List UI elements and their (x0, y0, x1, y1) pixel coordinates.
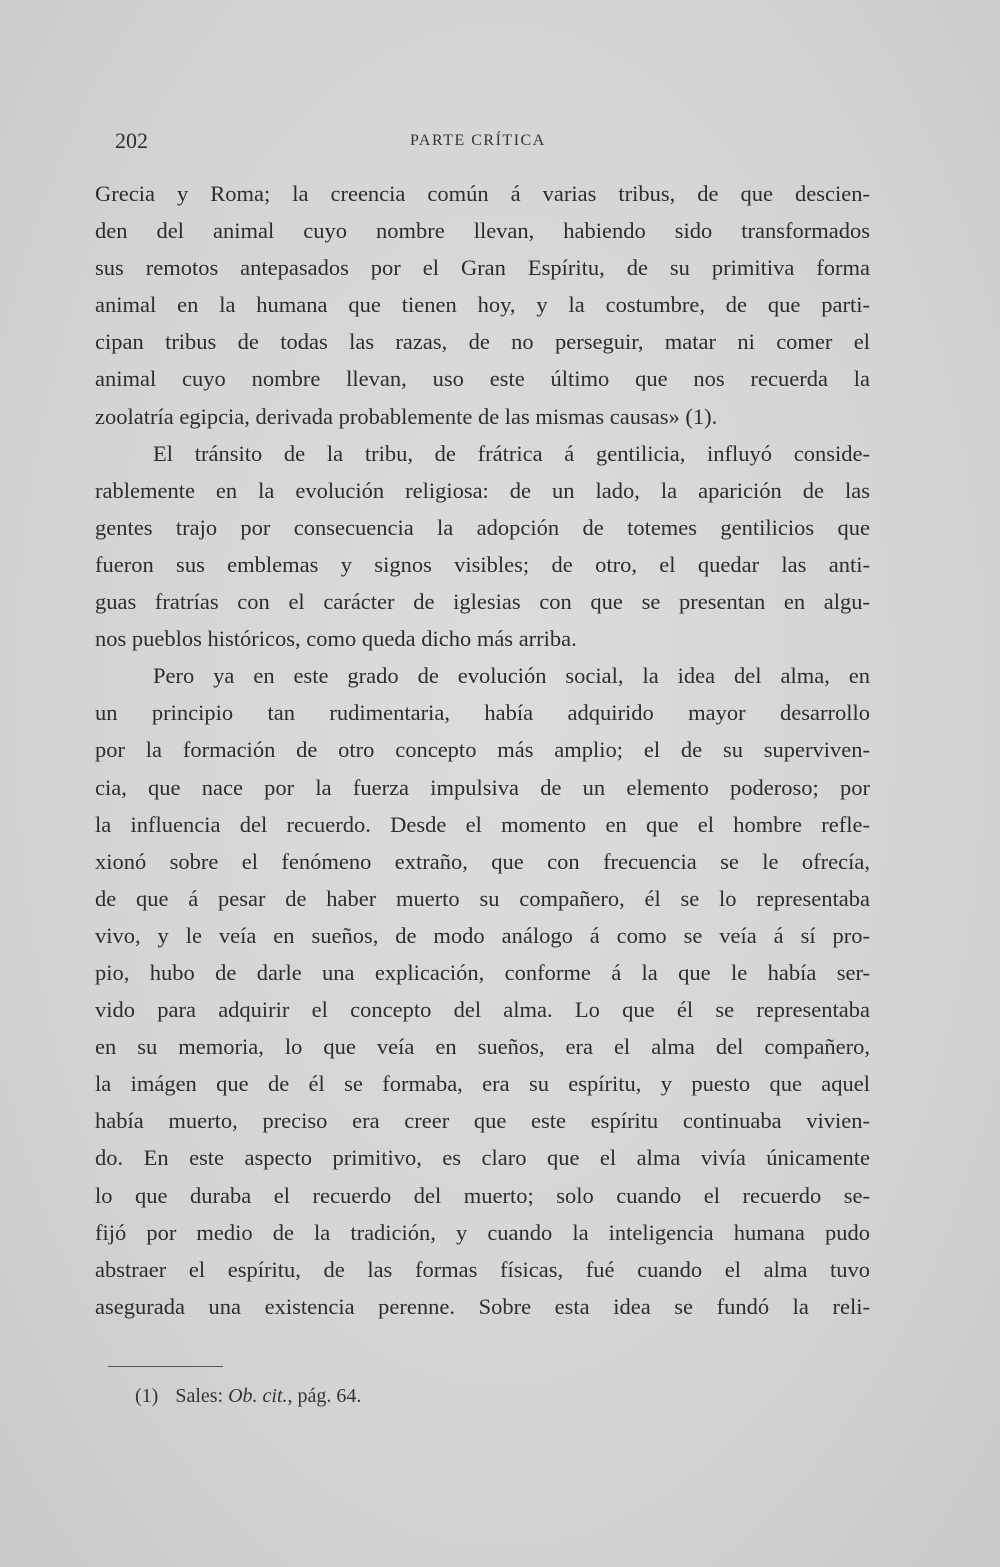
running-head: PARTE CRÍTICA (410, 132, 546, 149)
text-line: Pero ya en este grado de evolución social, la idea del alma, en (153, 663, 870, 689)
text-line: xionó sobre el fenómeno extraño, que con frecuencia se le ofrecía, (95, 848, 870, 874)
text-line: de que á pesar de haber muerto su compañero, él se lo representaba (95, 885, 870, 911)
text-line: abstraer el espíritu, de las formas físicas, fué cuando el alma tuvo (95, 1256, 870, 1282)
text-line: sus remotos antepasados por el Gran Espíritu, de su primitiva forma (95, 255, 870, 281)
text-line: cia, que nace por la fuerza impulsiva de un elemento poderoso; por (95, 774, 870, 800)
text-line: El tránsito de la tribu, de frátrica á gentilicia, influyó conside- (153, 440, 870, 466)
text-line: den del animal cuyo nombre llevan, habiendo sido transformados (95, 218, 870, 244)
footnote-marker: (1) (135, 1385, 159, 1407)
footnote (135, 1385, 361, 1408)
text-line: animal cuyo nombre llevan, uso este último que nos recuerda la (95, 366, 870, 392)
text-line: había muerto, preciso era creer que este espíritu continuaba vivien- (95, 1108, 870, 1134)
text-line: zoolatría egipcia, derivada probablemente de las mismas causas» (1). (95, 403, 718, 429)
text-line: fueron sus emblemas y signos visibles; de otro, el quedar las anti- (95, 551, 870, 577)
footnote-rule (108, 1366, 223, 1367)
text-line: asegurada una existencia perenne. Sobre esta idea se fundó la reli- (95, 1293, 870, 1319)
text-line: lo que duraba el recuerdo del muerto; solo cuando el recuerdo se- (95, 1182, 870, 1208)
text-line: la influencia del recuerdo. Desde el momento en que el hombre refle- (95, 811, 870, 837)
text-line: gentes trajo por consecuencia la adopción de totemes gentilicios que (95, 514, 870, 540)
text-line: cipan tribus de todas las razas, de no perseguir, matar ni comer el (95, 329, 870, 355)
text-line: pio, hubo de darle una explicación, conforme á la que le había ser- (95, 959, 870, 985)
page-number: 202 (115, 128, 148, 153)
text-line: la imágen que de él se formaba, era su espíritu, y puesto que aquel (95, 1071, 870, 1097)
text-line: por la formación de otro concepto más amplio; el de su superviven- (95, 737, 870, 763)
text-line: nos pueblos históricos, como queda dicho más arriba. (95, 626, 577, 652)
text-line: rablemente en la evolución religiosa: de un lado, la aparición de las (95, 477, 870, 503)
text-line: animal en la humana que tienen hoy, y la costumbre, de que parti- (95, 292, 870, 318)
page-header (115, 128, 870, 158)
footnote-work: Ob. cit. (228, 1385, 288, 1407)
text-line: fijó por medio de la tradición, y cuando la inteligencia humana pudo (95, 1219, 870, 1245)
body-text (95, 175, 870, 1325)
footnote-author: Sales: (175, 1385, 224, 1407)
text-line: un principio tan rudimentaria, había adquirido mayor desarrollo (95, 700, 870, 726)
footnote-page: , pág. 64. (287, 1385, 362, 1407)
text-line: guas fratrías con el carácter de iglesias con que se presentan en algu- (95, 589, 870, 615)
text-line: vido para adquirir el concepto del alma. Lo que él se representaba (95, 997, 870, 1023)
text-line: Grecia y Roma; la creencia común á varias tribus, de que descien- (95, 181, 870, 206)
text-line: vivo, y le veía en sueños, de modo análogo á como se veía á sí pro- (95, 922, 870, 948)
text-line: en su memoria, lo que veía en sueños, era el alma del compañero, (95, 1034, 870, 1060)
text-line: do. En este aspecto primitivo, es claro que el alma vivía únicamente (95, 1145, 870, 1171)
